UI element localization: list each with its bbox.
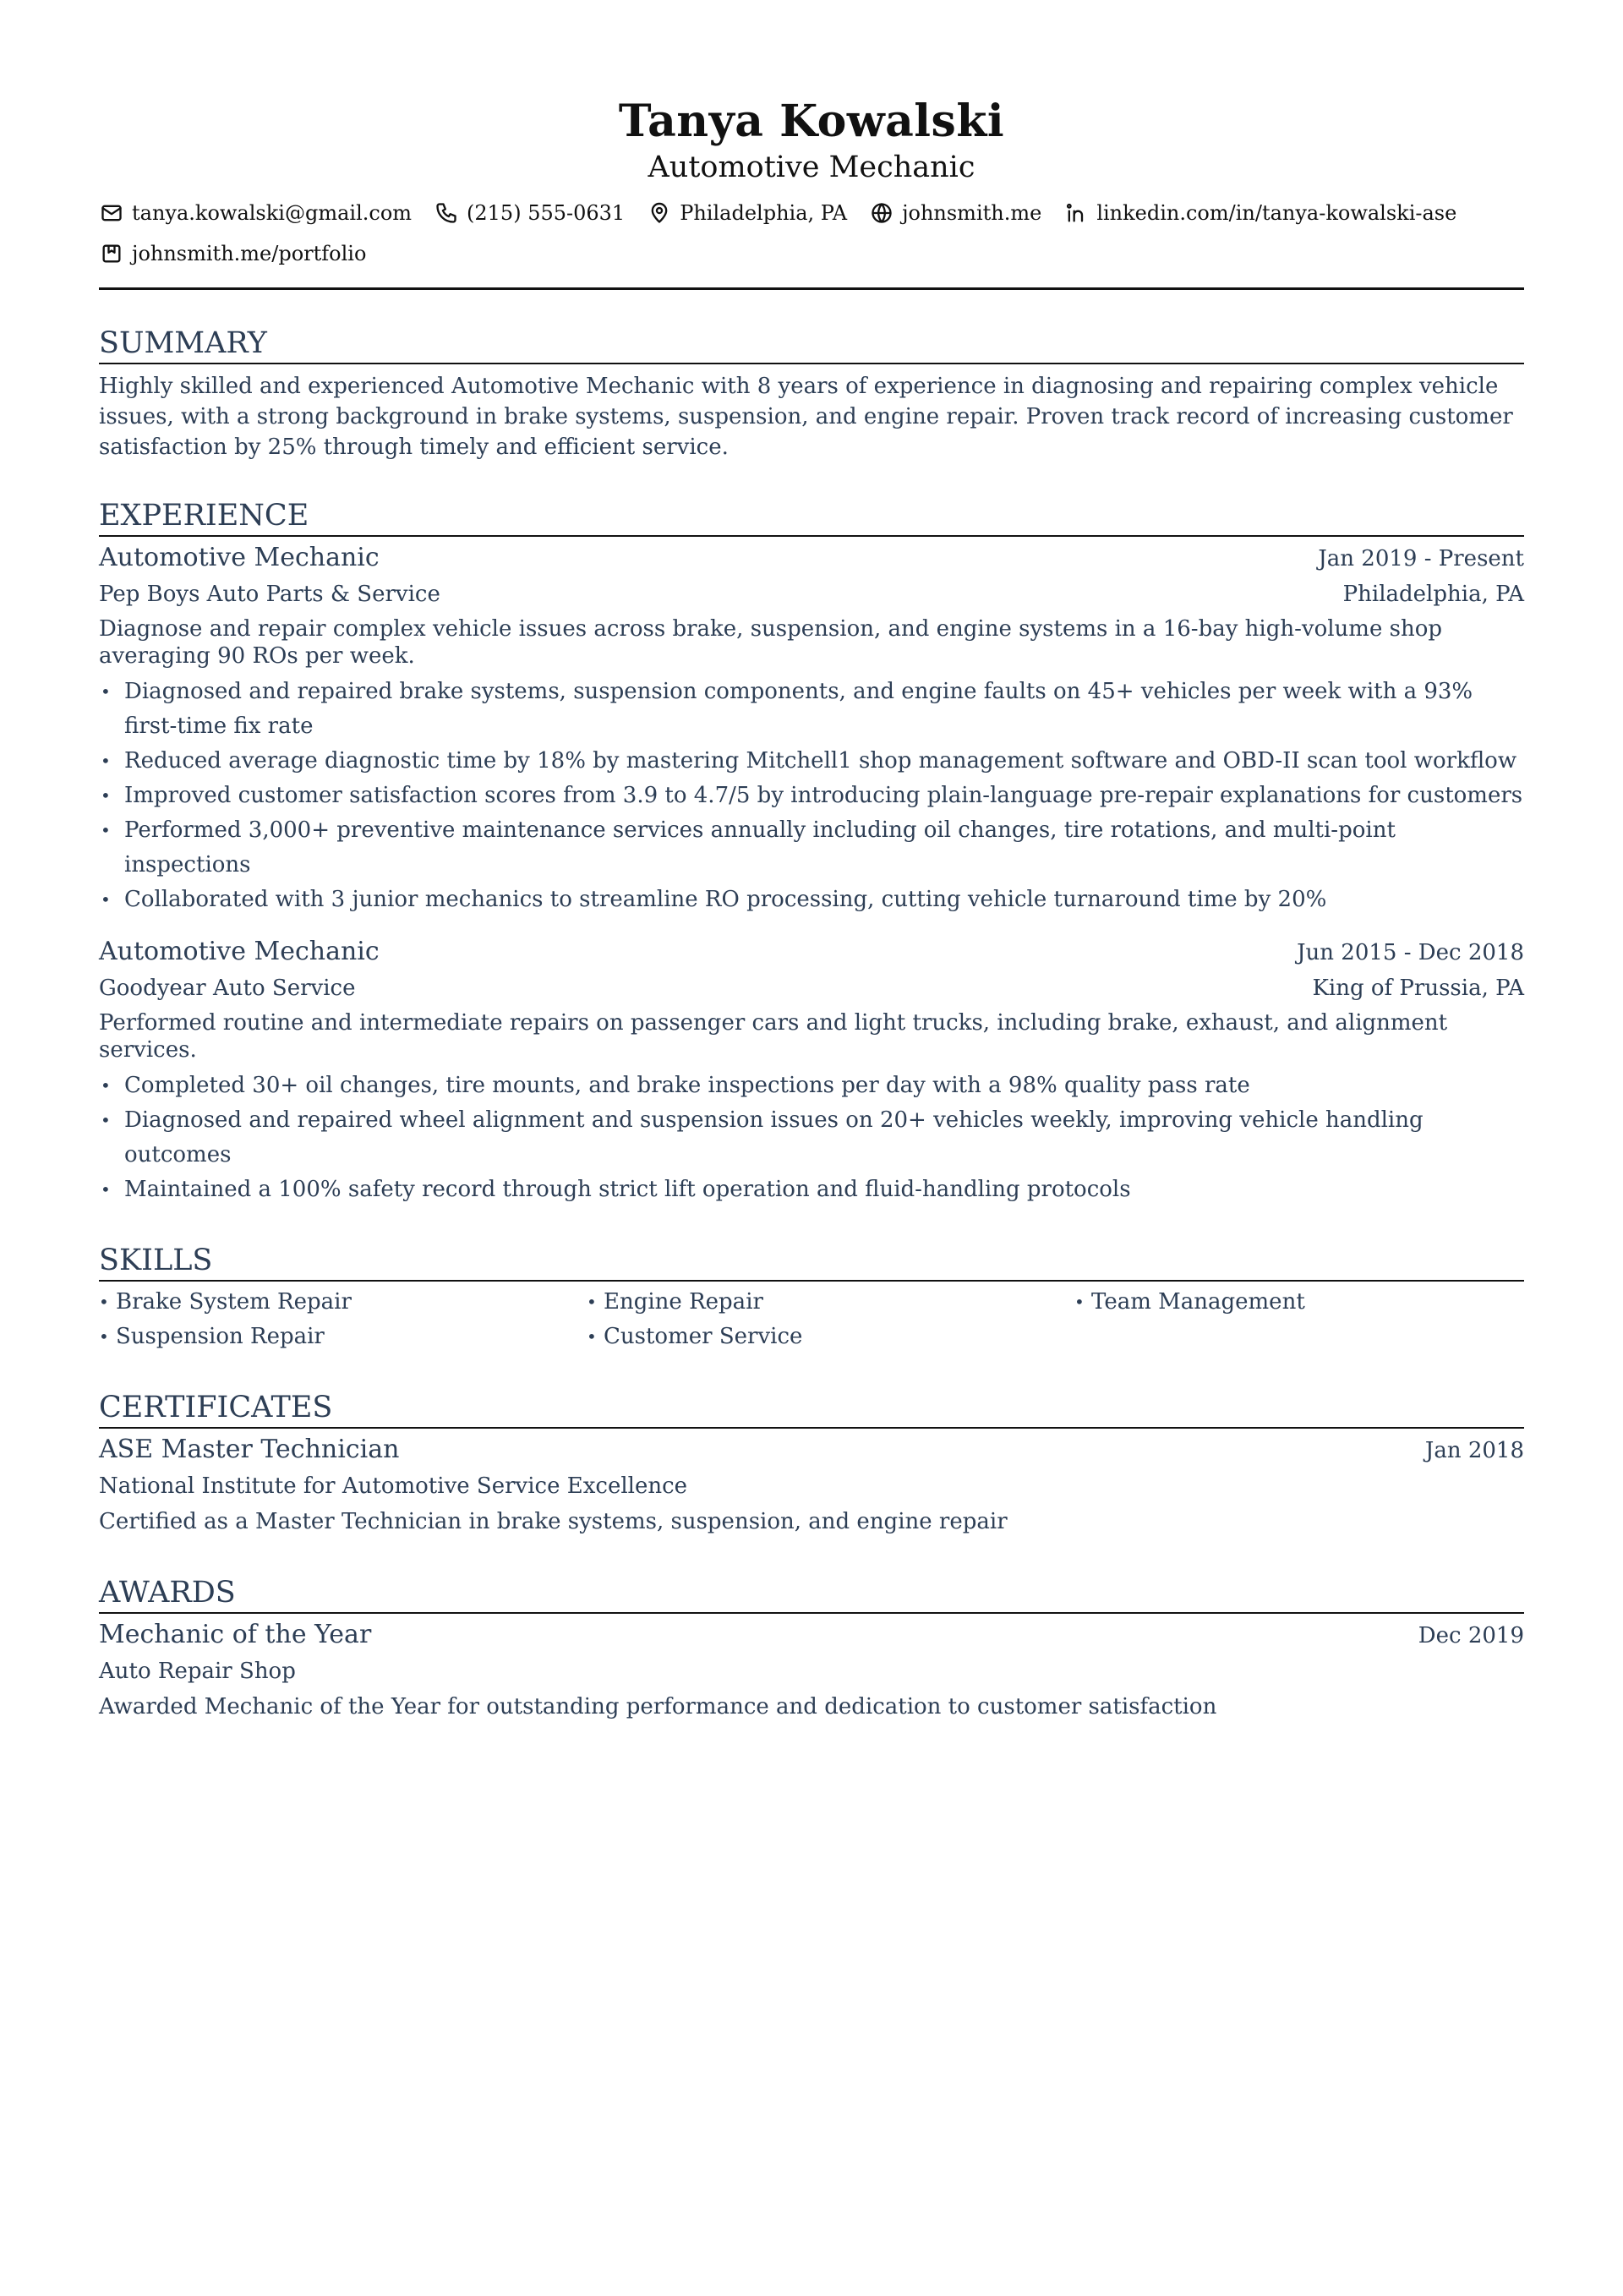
skill-item: • Engine Repair xyxy=(587,1289,763,1315)
job-location: King of Prussia, PA xyxy=(1312,976,1524,1001)
contact-website[interactable] xyxy=(869,193,1041,233)
contact-location-text: Philadelphia, PA xyxy=(680,201,848,225)
skill-item: • Team Management xyxy=(1074,1289,1305,1315)
awards-heading: AWARDS xyxy=(99,1573,1524,1614)
job-bullets xyxy=(99,675,1524,917)
experience-body xyxy=(99,537,1524,1207)
list-item: • Performed 3,000+ preventive maintenance services annually including oil changes, tire rotations, and multi-point inspections xyxy=(101,817,1396,877)
skills-grid xyxy=(99,1285,1524,1354)
skill-item: • Brake System Repair xyxy=(99,1289,352,1315)
job-role: Automotive Mechanic xyxy=(99,543,380,572)
entry-sub-row xyxy=(99,970,1524,1006)
skills-body xyxy=(99,1282,1524,1354)
skill-item: • Customer Service xyxy=(587,1324,803,1349)
certificate-name: ASE Master Technician xyxy=(99,1435,400,1464)
awards-section xyxy=(99,1573,1524,1725)
globe-icon xyxy=(869,200,894,226)
certificates-heading: CERTIFICATES xyxy=(99,1388,1524,1429)
job-company: Pep Boys Auto Parts & Service xyxy=(99,582,440,607)
summary-section xyxy=(99,324,1524,462)
entry-header-row xyxy=(99,934,1524,970)
candidate-name: Tanya Kowalski xyxy=(618,96,1005,147)
contact-location xyxy=(647,193,847,233)
award-description: Awarded Mechanic of the Year for outstanding performance and dedication to customer satisfaction xyxy=(99,1694,1217,1719)
certificate-date: Jan 2018 xyxy=(1424,1438,1524,1463)
award-issuer: Auto Repair Shop xyxy=(99,1659,296,1684)
mail-icon xyxy=(99,200,124,226)
experience-entry xyxy=(99,934,1524,1207)
candidate-title: Automotive Mechanic xyxy=(648,150,975,184)
contact-email[interactable] xyxy=(99,193,412,233)
job-role: Automotive Mechanic xyxy=(99,937,380,966)
certificate-issuer: National Institute for Automotive Service Excellence xyxy=(99,1473,688,1499)
award-date: Dec 2019 xyxy=(1418,1623,1524,1648)
contact-bar xyxy=(99,193,1524,274)
job-location: Philadelphia, PA xyxy=(1342,582,1524,607)
job-dates: Jan 2019 - Present xyxy=(1318,546,1524,571)
summary-heading: SUMMARY xyxy=(99,324,1524,364)
contact-email-text: tanya.kowalski@gmail.com xyxy=(132,201,413,225)
award-name: Mechanic of the Year xyxy=(99,1620,372,1649)
list-item: • Diagnosed and repaired wheel alignment and suspension issues on 20+ vehicles weekly, improving vehicle handling outcomes xyxy=(101,1107,1424,1167)
entry-header-row xyxy=(99,540,1524,577)
contact-linkedin[interactable] xyxy=(1063,193,1456,233)
contact-portfolio-text: johnsmith.me/portfolio xyxy=(132,242,367,265)
award-entry xyxy=(99,1617,1524,1725)
linkedin-icon xyxy=(1063,200,1089,226)
list-item: • Diagnosed and repaired brake systems, suspension components, and engine faults on 45+ vehicles per week with a 93% first-time fix rate xyxy=(101,679,1473,739)
list-item: • Reduced average diagnostic time by 18% by mastering Mitchell1 shop management software and OBD-II scan tool workflow xyxy=(101,748,1517,774)
entry-sub-row xyxy=(99,577,1524,612)
resume-header xyxy=(99,95,1524,188)
experience-entry xyxy=(99,540,1524,917)
entry-header-row xyxy=(99,1432,1524,1468)
list-item: • Maintained a 100% safety record through strict lift operation and fluid-handling protocols xyxy=(101,1177,1131,1202)
list-item: • Collaborated with 3 junior mechanics to streamline RO processing, cutting vehicle turnaround time by 20% xyxy=(101,887,1327,912)
contact-website-text: johnsmith.me xyxy=(902,201,1042,225)
skills-section xyxy=(99,1241,1524,1354)
location-pin-icon xyxy=(647,200,672,226)
job-company: Goodyear Auto Service xyxy=(99,976,356,1001)
certificates-body xyxy=(99,1429,1524,1539)
awards-body xyxy=(99,1614,1524,1725)
contact-linkedin-text: linkedin.com/in/tanya-kowalski-ase xyxy=(1096,201,1457,225)
certificates-section xyxy=(99,1388,1524,1539)
list-item: • Completed 30+ oil changes, tire mounts, and brake inspections per day with a 98% quality pass rate xyxy=(101,1073,1250,1098)
certificate-entry xyxy=(99,1432,1524,1539)
experience-heading: EXPERIENCE xyxy=(99,496,1524,537)
summary-text: Highly skilled and experienced Automotive Mechanic with 8 years of experience in diagnosing and repairing complex vehicle issues, with a strong background in brake systems, suspension, and engine repair. Proven track record of increasing customer satisfaction by 25% through timely and efficient service. xyxy=(99,374,1513,460)
contact-phone[interactable] xyxy=(434,193,625,233)
contact-portfolio[interactable] xyxy=(99,233,366,274)
job-description: Diagnose and repair complex vehicle issues across brake, suspension, and engine systems in a 16-bay high-volume shop averaging 90 ROs per week. xyxy=(99,616,1442,669)
job-dates: Jun 2015 - Dec 2018 xyxy=(1297,940,1524,965)
job-description: Performed routine and intermediate repairs on passenger cars and light trucks, including brake, exhaust, and alignment services. xyxy=(99,1010,1448,1063)
job-bullets xyxy=(99,1069,1524,1207)
skill-item: • Suspension Repair xyxy=(99,1324,325,1349)
experience-section xyxy=(99,496,1524,1207)
entry-header-row xyxy=(99,1617,1524,1654)
skills-heading: SKILLS xyxy=(99,1241,1524,1282)
list-item: • Improved customer satisfaction scores from 3.9 to 4.7/5 by introducing plain-language pre-repair explanations for customers xyxy=(101,783,1523,808)
certificate-description: Certified as a Master Technician in brake systems, suspension, and engine repair xyxy=(99,1509,1008,1534)
header-divider xyxy=(99,287,1524,290)
phone-icon xyxy=(434,200,459,226)
contact-phone-text: (215) 555-0631 xyxy=(467,201,626,225)
bookmark-icon xyxy=(99,241,124,266)
